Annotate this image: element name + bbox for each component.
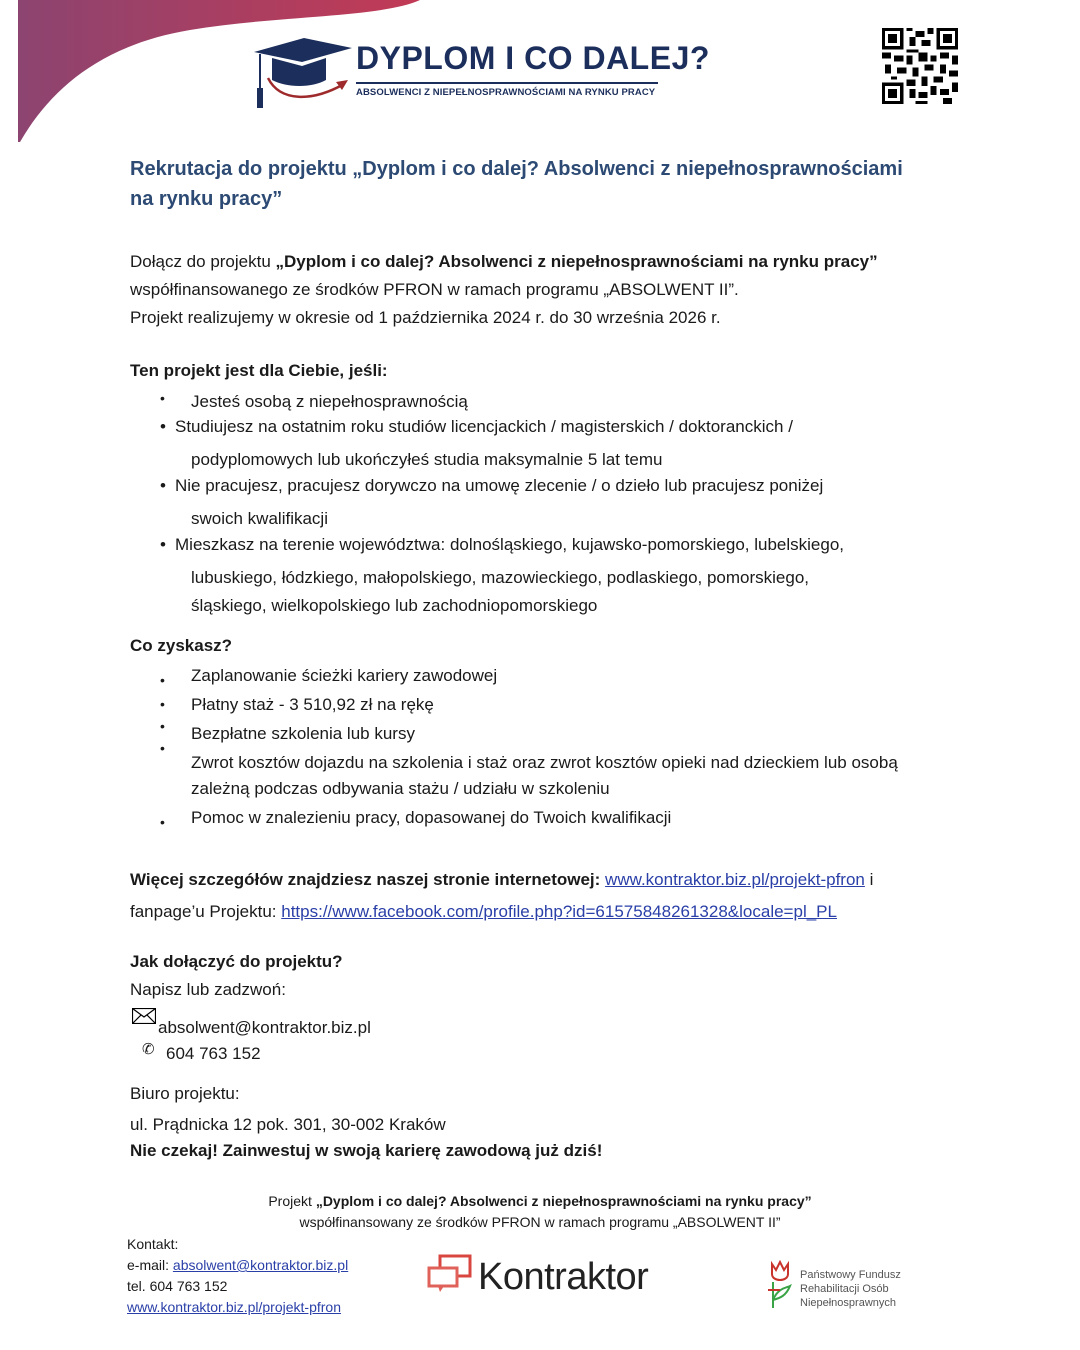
footer-project-info: Projekt „Dyplom i co dalej? Absolwenci z niepełnosprawnościami na rynku pracy” współfinansowany ze środków PFRON w ramach programu „ABSOLWENT II” xyxy=(268,1193,812,1230)
bullet-icon: • xyxy=(160,696,165,712)
list-item: Płatny staż - 3 510,92 zł na rękę xyxy=(191,695,434,714)
bullet-icon: • xyxy=(160,390,165,406)
footer-website-link[interactable]: www.kontraktor.biz.pl/projekt-pfron xyxy=(127,1299,341,1315)
speech-bubbles-icon xyxy=(426,1254,474,1298)
email-row xyxy=(130,1008,830,1038)
kontraktor-logo: Kontraktor xyxy=(426,1254,666,1304)
bullet-icon: • xyxy=(160,417,166,436)
bullet-icon: • xyxy=(160,740,165,756)
graduation-cap-icon xyxy=(252,30,352,115)
list-item: Zwrot kosztów dojazdu na szkolenia i staż oraz zwrot kosztów opieki nad dzieckiem lub osobą xyxy=(191,753,898,772)
list-item: Pomoc w znalezieniu pracy, dopasowanej do Twoich kwalifikacji xyxy=(191,808,672,827)
bullet-icon: • xyxy=(160,476,166,495)
list-item: Zaplanowanie ścieżki kariery zawodowej xyxy=(191,666,498,685)
office-address: ul. Prądnicka 12 pok. 301, 30-002 Kraków xyxy=(130,1115,446,1134)
phone-text[interactable]: 604 763 152 xyxy=(166,1044,261,1063)
phone-row xyxy=(130,1038,830,1068)
call-to-action: Nie czekaj! Zainwestuj w swoją karierę zawodową już dziś! xyxy=(130,1141,603,1160)
pfron-logo: Państwowy Fundusz Rehabilitacji Osób Niepełnosprawnych xyxy=(766,1260,926,1320)
fanpage-link[interactable]: https://www.facebook.com/profile.php?id=61575848261328&locale=pl_PL xyxy=(281,902,837,921)
email-text[interactable]: absolwent@kontraktor.biz.pl xyxy=(158,1018,371,1037)
join-section: Jak dołączyć do projektu? Napisz lub zadzwoń: absolwent@kontraktor.biz.pl ✆ 604 763 152 Biuro projektu: ul. Prądnicka 12 pok. 301, 30-002 Kraków Nie czekaj! Zainwestuj w swoją karierę zawodową już dziś! xyxy=(130,952,830,1163)
list-item: Bezpłatne szkolenia lub kursy xyxy=(191,724,415,743)
envelope-icon xyxy=(132,1008,156,1024)
bullet-icon: • xyxy=(160,718,165,734)
tulip-icon xyxy=(766,1260,792,1312)
intro-paragraph: Dołącz do projektu „Dyplom i co dalej? Absolwenci z niepełnosprawnościami na rynku pracy” współfinansowanego ze środków PFRON w ramach programu „ABSOLWENT II”. Projekt realizujemy w okresie od 1 października 2024 r. do 30 września 2026 r. xyxy=(130,252,878,327)
join-title: Jak dołączyć do projektu? xyxy=(130,952,343,971)
qr-code-icon[interactable] xyxy=(882,28,958,104)
bullet-icon: • xyxy=(160,672,165,688)
logo-title: DYPLOM I CO DALEJ? xyxy=(356,40,710,76)
more-info: Więcej szczegółów znajdziesz naszej stronie internetowej: www.kontraktor.biz.pl/projekt-pfron i fanpage’u Projektu: https://www.facebook.com/profile.php?id=61575848261328&locale=pl_PL xyxy=(130,870,874,921)
footer-contact: Kontakt: e-mail: absolwent@kontraktor.biz.pl tel. 604 763 152 www.kontraktor.biz.pl/projekt-pfron xyxy=(127,1236,349,1315)
benefits-title: Co zyskasz? xyxy=(130,636,233,655)
phone-icon: ✆ xyxy=(142,1041,155,1058)
footer-email-link[interactable]: absolwent@kontraktor.biz.pl xyxy=(172,1257,349,1273)
project-name: „Dyplom i co dalej? Absolwenci z niepełnosprawnościami na rynku pracy” xyxy=(275,252,878,271)
logo-divider xyxy=(356,82,658,84)
benefits-list: • Zaplanowanie ścieżki kariery zawodowej • Płatny staż - 3 510,92 zł na rękę • Bezpłatne szkolenia lub kursy • Zwrot kosztów dojazdu na szkolenia i staż oraz zwrot kosztów opieki nad dzieckiem lub osobą zależną podczas odbywania stażu / udziału w szkoleniu • Pomoc w znalezieniu pracy, dopasowanej do Twoich kwalifikacji xyxy=(130,662,1030,832)
project-logo xyxy=(252,30,710,115)
eligibility-title: Ten projekt jest dla Ciebie, jeśli: xyxy=(130,361,388,380)
bullet-icon: • xyxy=(160,814,165,830)
website-link[interactable]: www.kontraktor.biz.pl/projekt-pfron xyxy=(605,870,865,889)
logo-subtitle: ABSOLWENCI Z NIEPEŁNOSPRAWNOŚCIAMI NA RYNKU PRACY xyxy=(356,87,656,98)
bullet-icon: • xyxy=(160,535,166,554)
page-title: Rekrutacja do projektu „Dyplom i co dalej? Absolwenci z niepełnosprawnościami na rynku pracy” xyxy=(130,158,903,210)
